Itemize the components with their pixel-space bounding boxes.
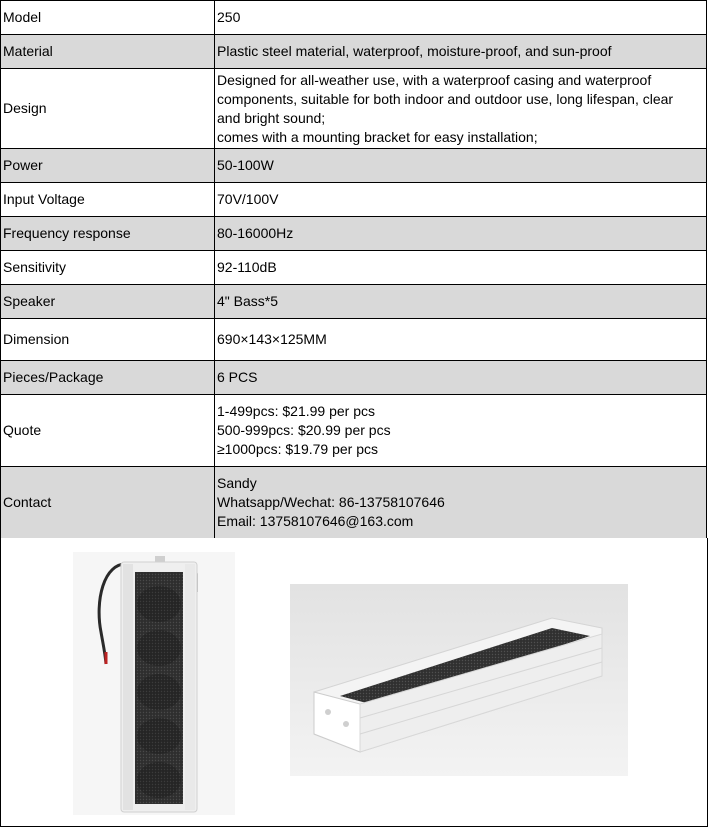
- spec-row-material: [1, 35, 707, 69]
- spec-label: Design: [1, 69, 215, 149]
- spec-value: [215, 149, 707, 183]
- column-speaker-horizontal-photo: [290, 584, 628, 776]
- spec-value: [215, 217, 707, 251]
- spec-value-line: 92-110dB: [217, 259, 277, 275]
- spec-value-line: 4" Bass*5: [217, 293, 279, 309]
- spec-value-line: ≥1000pcs: $19.79 per pcs: [217, 441, 379, 457]
- spec-value-line: 690×143×125MM: [217, 331, 327, 347]
- spec-label: Material: [1, 35, 215, 69]
- spec-label: Quote: [1, 395, 215, 467]
- spec-label: Sensitivity: [1, 251, 215, 285]
- spec-value: [215, 35, 707, 69]
- spec-label: Frequency response: [1, 217, 215, 251]
- spec-value-line: comes with a mounting bracket for easy installation;: [217, 128, 538, 145]
- spec-value-line: Whatsapp/Wechat: 86-13758107646: [217, 494, 445, 510]
- spec-value: [215, 467, 707, 539]
- spec-value: [215, 319, 707, 361]
- spec-label: Contact: [1, 467, 215, 539]
- spec-value-line: 500-999pcs: $20.99 per pcs: [217, 422, 391, 438]
- spec-value: [215, 285, 707, 319]
- spec-label: Dimension: [1, 319, 215, 361]
- spec-row-power: [1, 149, 707, 183]
- spec-label: Input Voltage: [1, 183, 215, 217]
- spec-row-design: [1, 69, 707, 149]
- spec-row-sensitivity: [1, 251, 707, 285]
- spec-value-line: Email: 13758107646@163.com: [217, 513, 414, 529]
- spec-value-line: 50-100W: [217, 157, 274, 173]
- spec-value: [215, 395, 707, 467]
- product-photos: [0, 538, 708, 827]
- spec-value-line: 250: [217, 9, 241, 25]
- spec-value-line: Designed for all-weather use, with a waterproof casing and waterproof: [217, 71, 652, 88]
- spec-value: [215, 1, 707, 35]
- spec-row-quote: [1, 395, 707, 467]
- spec-label: Model: [1, 1, 215, 35]
- spec-value-line: Sandy: [217, 475, 257, 491]
- spec-value: [215, 69, 707, 149]
- spec-value: [215, 361, 707, 395]
- spec-value-line: 6 PCS: [217, 369, 258, 385]
- spec-value-line: and bright sound;: [217, 109, 326, 126]
- spec-value-line: 1-499pcs: $21.99 per pcs: [217, 403, 375, 419]
- spec-value: [215, 183, 707, 217]
- spec-value-line: Plastic steel material, waterproof, moisture-proof, and sun-proof: [217, 43, 612, 59]
- spec-row-frequency-response: [1, 217, 707, 251]
- spec-value-line: 80-16000Hz: [217, 225, 294, 241]
- spec-row-pieces-package: [1, 361, 707, 395]
- spec-value: [215, 251, 707, 285]
- spec-label: Pieces/Package: [1, 361, 215, 395]
- spec-label: Power: [1, 149, 215, 183]
- spec-label: Speaker: [1, 285, 215, 319]
- spec-value-line: 70V/100V: [217, 191, 279, 207]
- spec-row-model: [1, 1, 707, 35]
- spec-row-contact: [1, 467, 707, 539]
- spec-row-input-voltage: [1, 183, 707, 217]
- column-speaker-vertical-photo: [73, 552, 235, 815]
- spec-row-speaker: [1, 285, 707, 319]
- spec-value-line: components, suitable for both indoor and outdoor use, long lifespan, clear: [217, 90, 674, 107]
- spec-row-dimension: [1, 319, 707, 361]
